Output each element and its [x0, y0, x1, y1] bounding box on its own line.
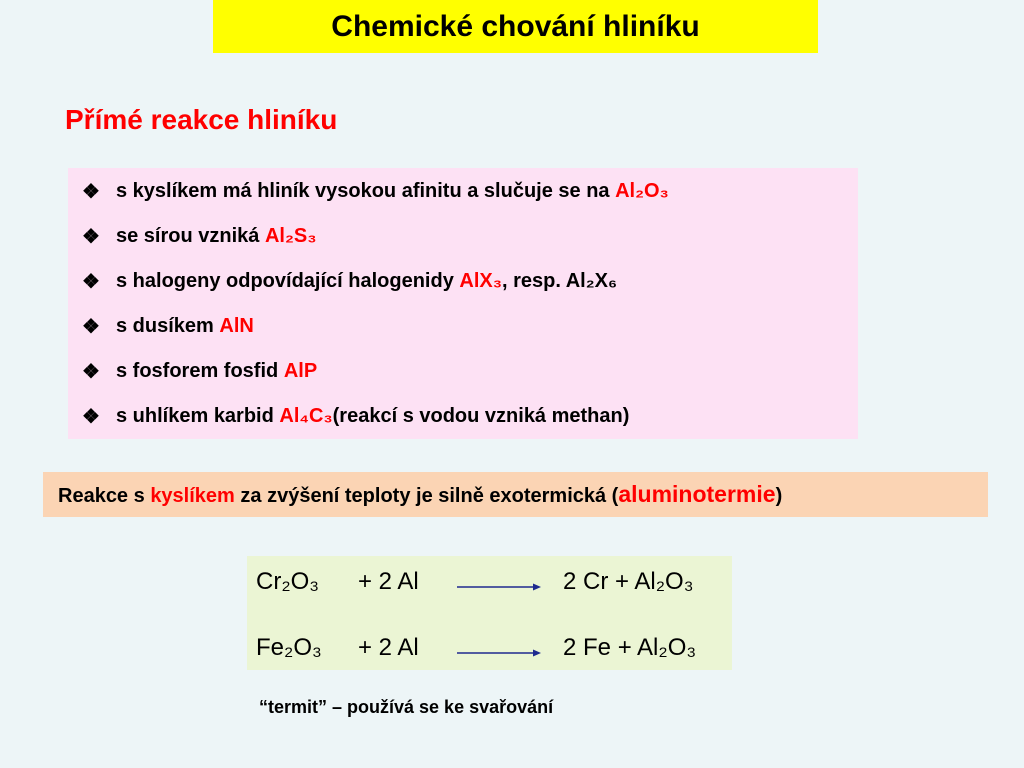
reaction-formula: AlX₃ — [459, 269, 502, 292]
reaction-formula: Al₄C₃ — [279, 404, 333, 427]
diamond-bullet-icon: ❖ — [82, 225, 100, 248]
equation-reactant: Fe₂O₃ — [256, 634, 322, 661]
reaction-arrow-icon — [457, 648, 541, 658]
note-highlight: kyslíkem — [150, 485, 235, 507]
reaction-text: s fosforem fosfid — [116, 359, 279, 382]
equation-aluminium: + 2 Al — [358, 634, 419, 661]
reaction-text: se sírou vzniká — [116, 224, 260, 247]
diamond-bullet-icon: ❖ — [82, 405, 100, 428]
reaction-text: s dusíkem — [116, 314, 214, 337]
reaction-formula: AlN — [219, 314, 254, 337]
equation-row — [247, 562, 732, 602]
section-heading: Přímé reakce hliníku — [65, 104, 338, 135]
diamond-bullet-icon: ❖ — [82, 360, 100, 383]
note-end: ) — [775, 485, 783, 507]
diamond-bullet-icon: ❖ — [82, 315, 100, 338]
equation-product: 2 Cr + Al₂O₃ — [563, 568, 694, 595]
termite-caption: “termit” – používá se ke svařování — [259, 697, 554, 717]
equation-product: 2 Fe + Al₂O₃ — [563, 634, 697, 661]
reaction-text: s uhlíkem karbid — [116, 404, 274, 427]
note-prefix: Reakce s — [58, 485, 145, 507]
list-item — [82, 266, 617, 296]
list-item — [82, 221, 316, 251]
reaction-arrow-icon — [457, 582, 541, 592]
list-item — [82, 311, 254, 341]
note-emphasis: aluminotermie — [618, 481, 776, 507]
reaction-suffix: , resp. Al₂X₆ — [502, 269, 618, 292]
equation-reactant: Cr₂O₃ — [256, 568, 320, 595]
aluminothermy-note — [43, 472, 988, 517]
list-item — [82, 401, 629, 431]
diamond-bullet-icon: ❖ — [82, 270, 100, 293]
slide-title — [213, 0, 818, 53]
equations-box — [247, 556, 732, 670]
reaction-text: s halogeny odpovídající halogenidy — [116, 269, 454, 292]
equation-row — [247, 628, 732, 668]
list-item — [82, 176, 669, 206]
slide-title-text: Chemické chování hliníku — [331, 9, 700, 43]
note-middle: za zvýšení teploty je silně exotermická ( — [240, 485, 619, 507]
reaction-formula: Al₂O₃ — [615, 179, 669, 202]
reaction-formula: Al₂S₃ — [264, 224, 317, 247]
reaction-text: s kyslíkem má hliník vysokou afinitu a slučuje se na — [116, 179, 610, 202]
reaction-formula: AlP — [283, 359, 318, 382]
diamond-bullet-icon: ❖ — [82, 180, 100, 203]
equation-aluminium: + 2 Al — [358, 568, 419, 595]
note-text — [43, 481, 782, 508]
reaction-suffix: (reakcí s vodou vzniká methan) — [332, 404, 630, 427]
list-item — [82, 356, 317, 386]
reactions-list-box — [68, 168, 858, 439]
